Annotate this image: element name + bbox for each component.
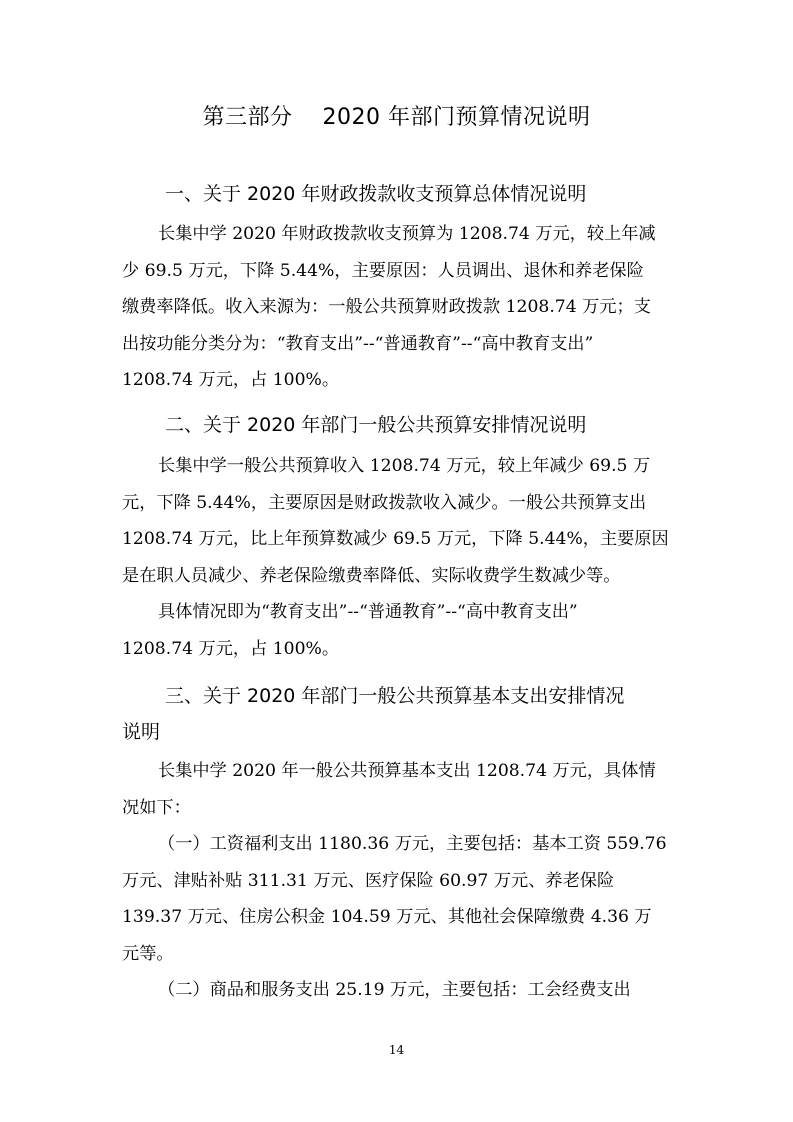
text-line: 少 69.5 万元，下降 5.44%，主要原因：人员调出、退休和养老保险: [122, 260, 644, 281]
text-line: 长集中学一般公共预算收入 1208.74 万元，较上年减少 69.5 万: [158, 456, 651, 476]
text-line: 1208.74 万元，占 100%。: [122, 638, 340, 659]
section-heading-2: 二、关于 2020 年部门一般公共预算安排情况说明: [165, 414, 587, 436]
text-line: 出按功能分类分为：“教育支出”--“普通教育”--“高中教育支出”: [122, 333, 594, 354]
text-line: 缴费率降低。收入来源为：一般公共预算财政拨款 1208.74 万元；支: [122, 297, 651, 317]
text-line: 1208.74 万元，占 100%。: [122, 370, 340, 390]
text-line: 元等。: [122, 943, 174, 964]
text-line: 1208.74 万元，比上年预算数减少 69.5 万元，下降 5.44%，主要原因: [122, 529, 669, 549]
text-line: 长集中学 2020 年一般公共预算基本支出 1208.74 万元，具体情: [158, 761, 656, 781]
text-line: （一）工资福利支出 1180.36 万元，主要包括：基本工资 559.76: [158, 834, 667, 854]
text-line: 是在职人员减少、养老保险缴费率降低、实际收费学生数减少等。: [122, 565, 621, 586]
section-2-paragraph-1: [122, 448, 674, 594]
section-3-paragraph-1: [122, 753, 674, 826]
section-heading-3: 三、关于 2020 年部门一般公共预算基本支出安排情况: [165, 685, 625, 707]
text-line: 139.37 万元、住房公积金 104.59 万元、其他社会保障缴费 4.36 万: [122, 907, 652, 927]
text-line: 元，下降 5.44%，主要原因是财政拨款收入减少。一般公共预算支出: [122, 492, 647, 513]
text-line: 长集中学 2020 年财政拨款收支预算为 1208.74 万元，较上年减: [158, 224, 656, 244]
section-heading-3-continued: 说明: [122, 721, 161, 743]
page-title: 第三部分 2020 年部门预算情况说明: [202, 105, 591, 130]
section-3-paragraph-2: [122, 826, 674, 972]
section-1-paragraph: [122, 216, 674, 399]
section-2-paragraph-2: [122, 594, 674, 667]
text-line: 况如下：: [122, 797, 191, 818]
text-line: 具体情况即为“教育支出”--“普通教育”--“高中教育支出”: [158, 602, 578, 622]
section-heading-1: 一、关于 2020 年财政拨款收支预算总体情况说明: [165, 183, 587, 205]
text-line: 万元、津贴补贴 311.31 万元、医疗保险 60.97 万元、养老保险: [122, 870, 615, 891]
page-number: 14: [388, 1043, 405, 1057]
text-line: （二）商品和服务支出 25.19 万元，主要包括：工会经费支出: [158, 980, 631, 1000]
section-3-paragraph-3: [122, 972, 674, 1009]
